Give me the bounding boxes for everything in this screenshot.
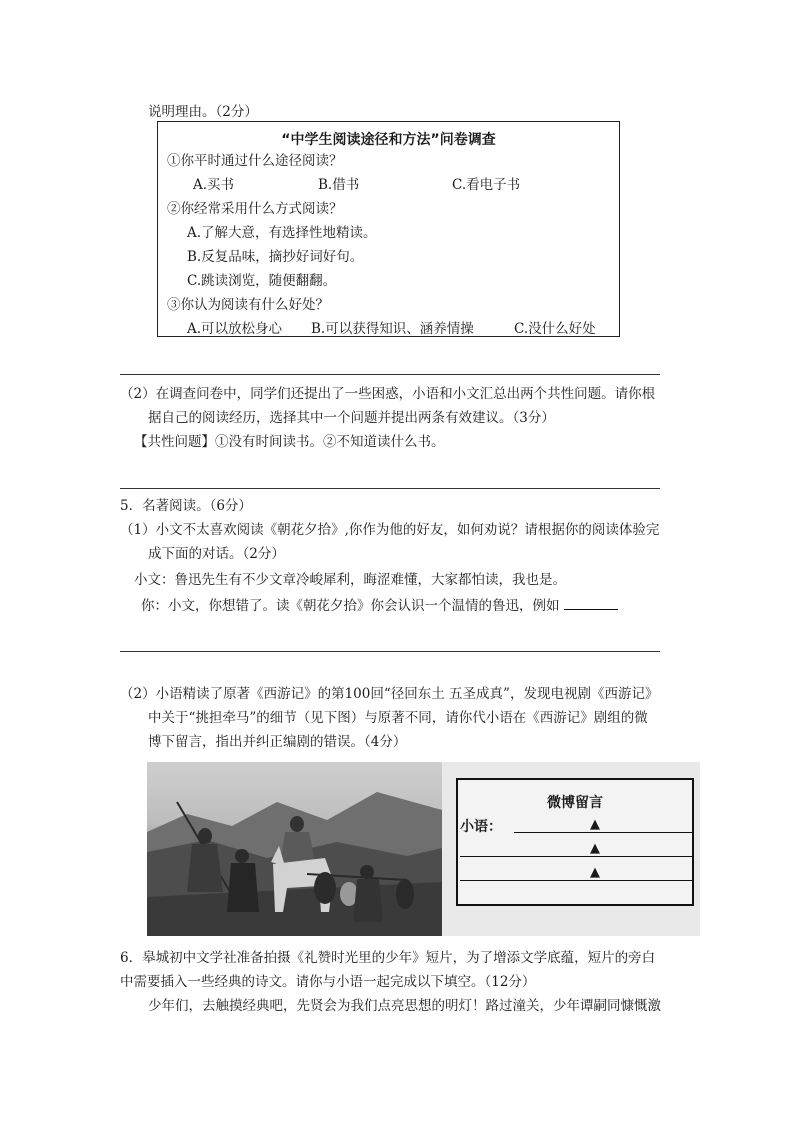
survey-q3-option-a: A.可以放松身心 [187, 321, 283, 337]
survey-q2-option-c: C.跳读浏览，随便翻翻。 [187, 273, 337, 289]
q5-2-line1: （2）小语精读了原著《西游记》的第100回“径回东土 五圣成真”，发现电视剧《西游记》 [120, 686, 659, 702]
comment-line [460, 880, 692, 881]
comment-line [514, 832, 692, 833]
q5-2-line2: 中关于“挑担牵马”的细节（见下图）与原著不同，请你代小语在《西游记》剧组的微 [148, 710, 648, 726]
survey-q1-option-a: A.买书 [193, 177, 235, 193]
intro-text: 说明理由。（2分） [148, 104, 258, 120]
survey-q2-option-b: B.反复品味，摘抄好词好句。 [187, 249, 364, 265]
q6-line1: 6．皋城初中文学社准备拍摄《礼赞时光里的少年》短片，为了增添文学底蕴，短片的旁白 [120, 950, 656, 966]
comment-line [460, 856, 692, 857]
common-problem-text: 【共性问题】①没有时间读书。②不知道读什么书。 [134, 434, 445, 450]
q4-2-line1: （2）在调查问卷中，同学们还提出了一些困惑，小语和小文汇总出两个共性问题。请你根 [120, 386, 656, 402]
survey-q3-option-c: C.没什么好处 [514, 321, 596, 337]
weibo-author-label: 小语： [460, 819, 502, 835]
fill-blank [564, 597, 618, 610]
answer-line [120, 488, 660, 489]
survey-q1: ①你平时通过什么途径阅读？ [167, 153, 343, 169]
q5-heading: 5．名著阅读。（6分） [120, 498, 252, 514]
answer-line [120, 374, 660, 375]
tv-drama-photo [147, 762, 442, 936]
survey-q2: ②你经常采用什么方式阅读？ [167, 201, 343, 217]
survey-title: “中学生阅读途径和方法”问卷调查 [281, 132, 496, 148]
survey-q1-option-b: B.借书 [318, 177, 360, 193]
q6-line3: 少年们，去触摸经典吧，先贤会为我们点亮思想的明灯！路过潼关，少年谭嗣同慷慨激 [148, 998, 661, 1014]
weibo-title: 微博留言 [547, 795, 603, 811]
weibo-comment-box [456, 778, 694, 906]
survey-q2-option-a: A.了解大意，有选择性地精读。 [187, 225, 377, 241]
dialog-you-text: 你：小文，你想错了。读《朝花夕拾》你会认识一个温情的鲁迅，例如 [141, 598, 560, 614]
triangle-mark: ▲ [590, 817, 600, 832]
weibo-panel [442, 762, 700, 936]
dialog-you [141, 597, 618, 615]
q6-line2: 中需要插入一些经典的诗文。请你与小语一起完成以下填空。（12分） [120, 974, 536, 990]
journey-scene-illustration [147, 762, 442, 936]
q5-2-line3: 博下留言，指出并纠正编剧的错误。（4分） [148, 734, 407, 750]
dialog-xiaowen: 小文：鲁迅先生有不少文章冷峻犀利，晦涩难懂，大家都怕读，我也是。 [134, 572, 566, 588]
q4-2-line2: 据自己的阅读经历，选择其中一个问题并提出两条有效建议。（3分） [148, 410, 555, 426]
triangle-mark: ▲ [590, 841, 600, 856]
triangle-mark: ▲ [590, 865, 600, 880]
survey-q3-option-b: B.可以获得知识、涵养情操 [311, 321, 474, 337]
survey-q1-option-c: C.看电子书 [452, 177, 521, 193]
q5-1-line2: 成下面的对话。（2分） [148, 546, 285, 562]
survey-q3: ③你认为阅读有什么好处？ [167, 297, 329, 313]
answer-line [120, 651, 660, 652]
survey-box [157, 121, 620, 337]
q5-1-line1: （1）小文不太喜欢阅读《朝花夕拾》,你作为他的好友，如何劝说？请根据你的阅读体验完 [120, 522, 660, 538]
